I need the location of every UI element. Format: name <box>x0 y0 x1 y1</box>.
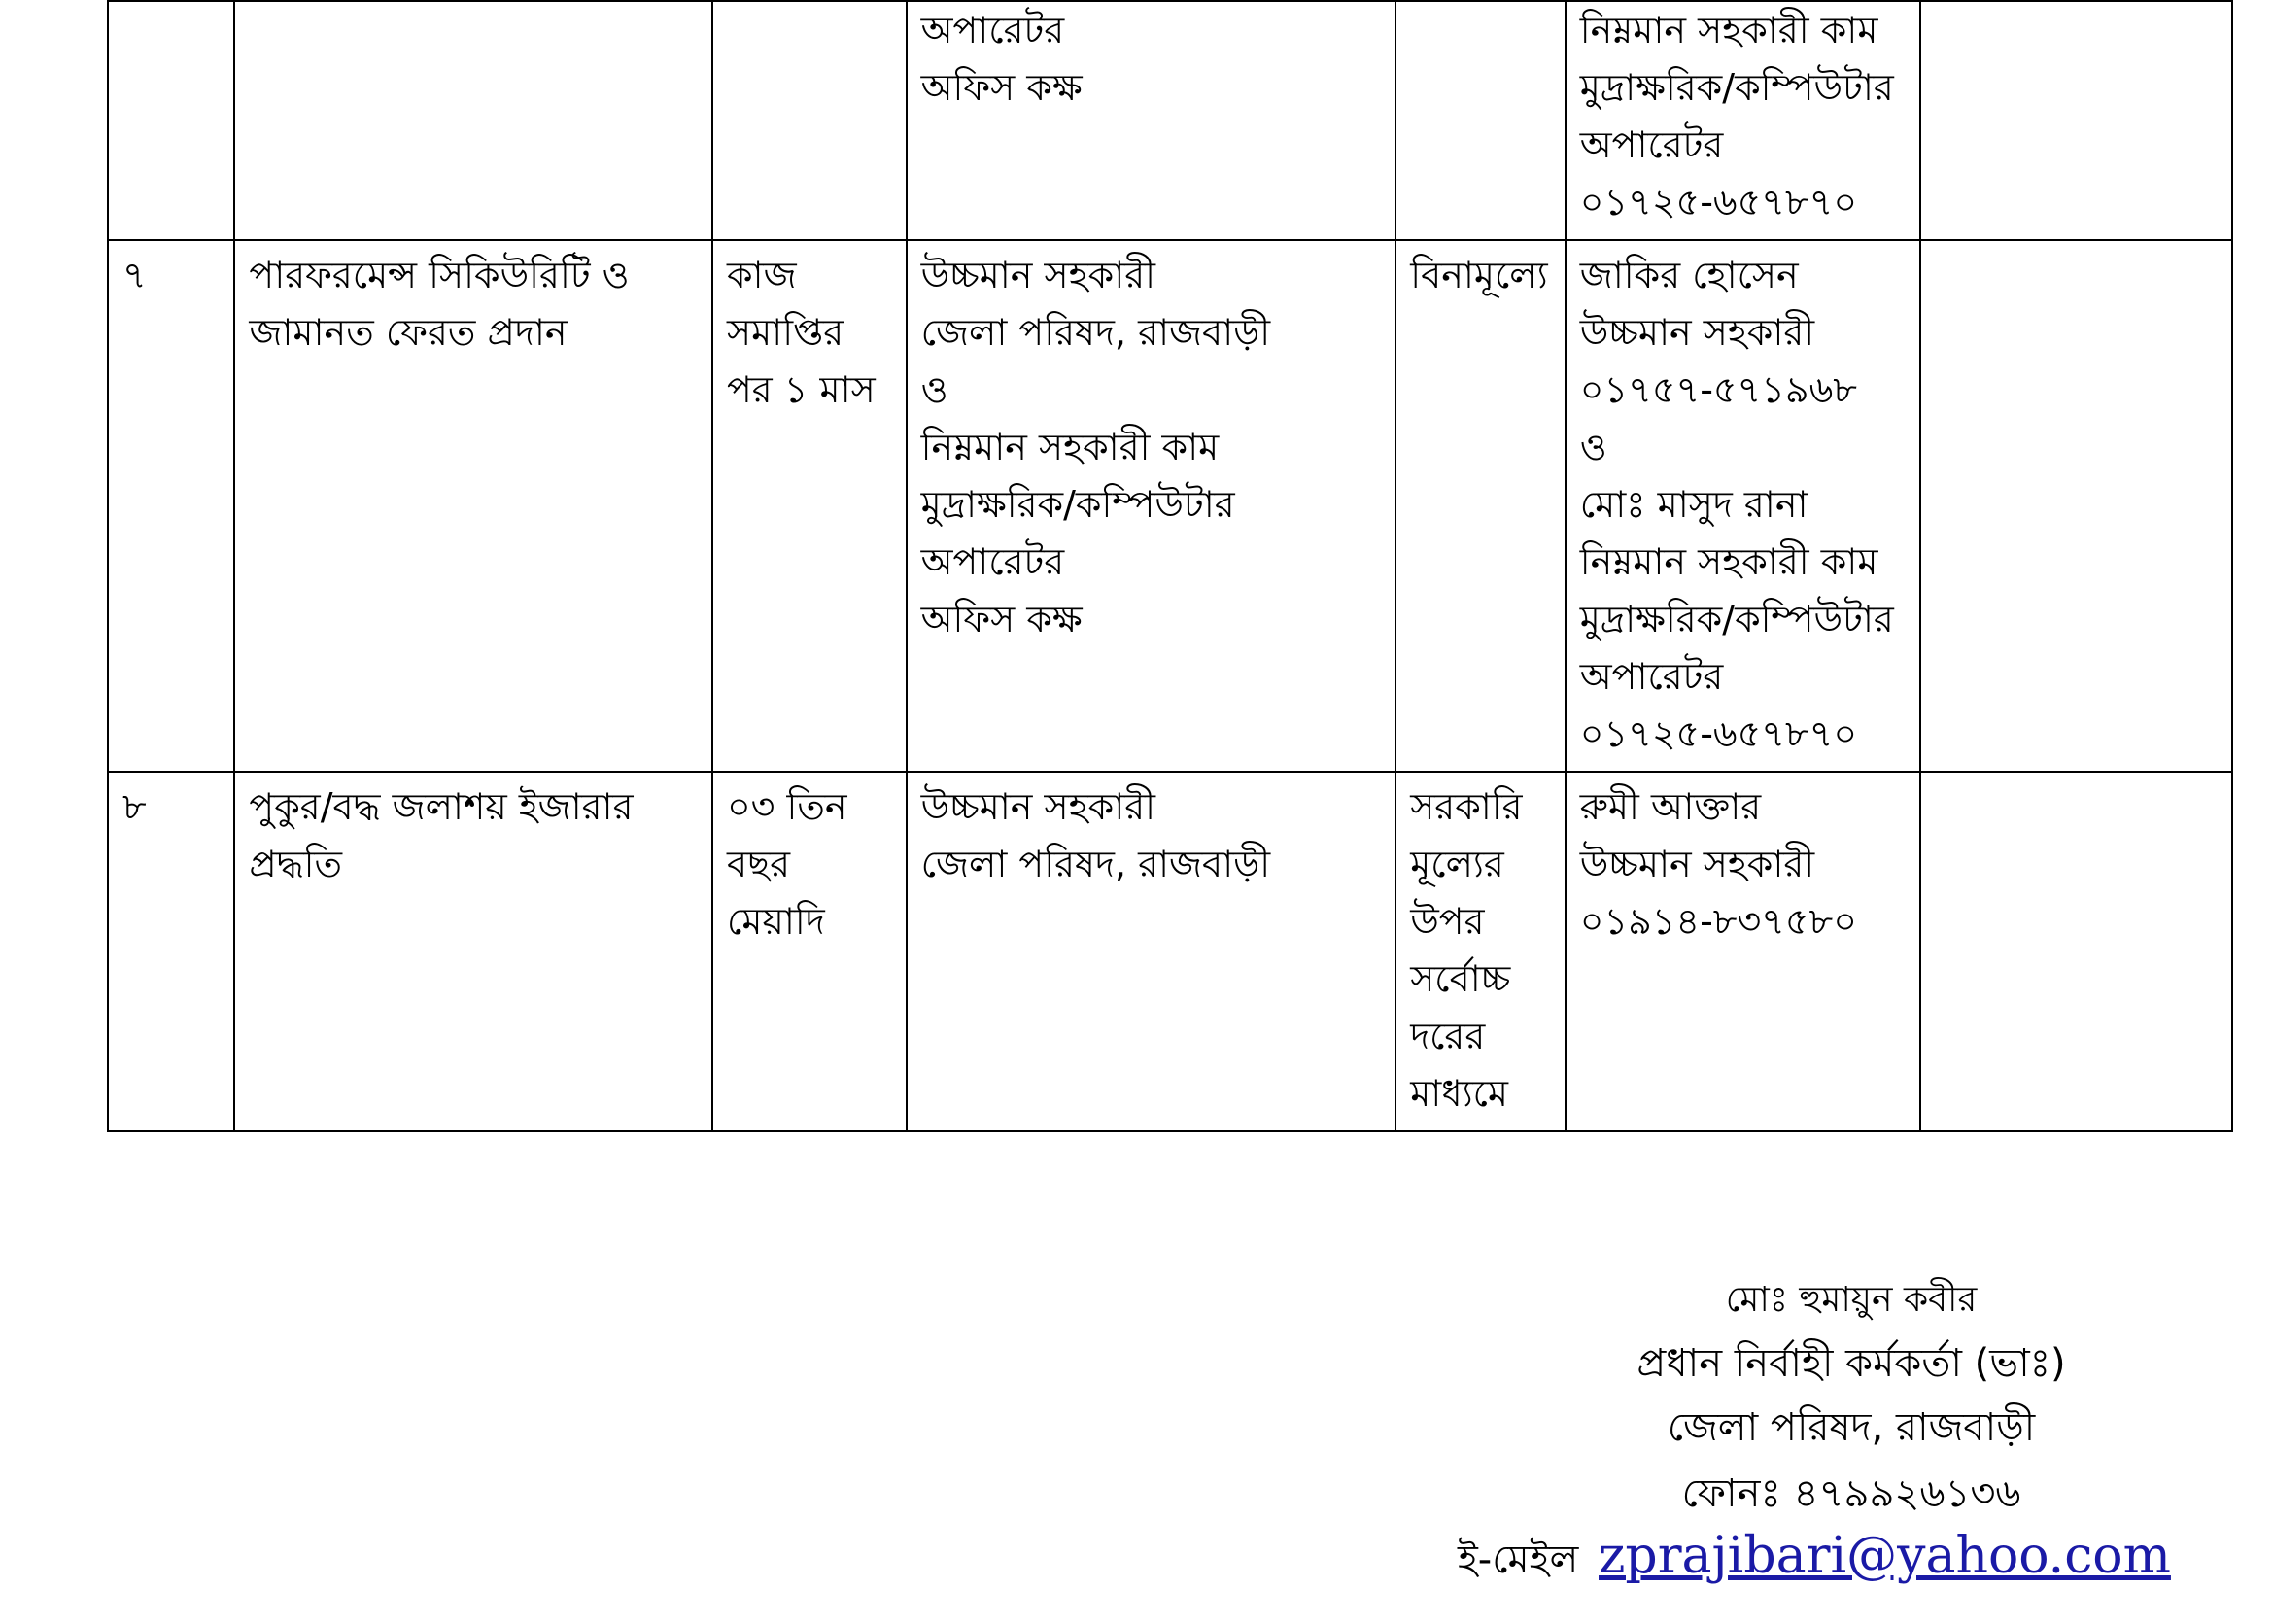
cell-place <box>907 772 1396 1131</box>
cell-cost <box>1395 240 1566 772</box>
cell-line: জেলা পরিষদ, রাজবাড়ী <box>920 843 1271 885</box>
cell-line: ০৩ তিন <box>726 785 847 828</box>
cell-line: উচ্চমান সহকারী <box>920 785 1156 828</box>
cell-line: জেলা পরিষদ, রাজবাড়ী <box>920 311 1271 354</box>
cell-service <box>234 1 712 240</box>
cell-line: মুদ্রাক্ষরিক/কম্পিউটার <box>1579 66 1894 109</box>
cell-line: নিম্নমান সহকারী কাম <box>1579 540 1878 583</box>
cell-time <box>712 772 907 1131</box>
cell-line: অপারেটর <box>920 540 1065 583</box>
cell-line: মেয়াদি <box>726 900 825 943</box>
cell-line: পর ১ মাস <box>726 368 876 411</box>
cell-service <box>234 240 712 772</box>
cell-line: দরের <box>1410 1015 1486 1057</box>
cell-line: ও <box>920 368 948 411</box>
cell-time <box>712 240 907 772</box>
cell-line: ও <box>1579 426 1607 468</box>
cell-time <box>712 1 907 240</box>
cell-line: ০১৭২৫-৬৫৭৮৭০ <box>1579 181 1858 224</box>
cell-remarks <box>1920 1 2232 240</box>
cell-line: মুদ্রাক্ষরিক/কম্পিউটার <box>920 483 1235 526</box>
signatory-title: প্রধান নির্বাহী কর্মকর্তা (ভাঃ) <box>1636 1341 2066 1386</box>
cell-line: জাকির হোসেন <box>1579 254 1799 296</box>
cell-place <box>907 1 1396 240</box>
cell-line: রুমী আক্তার <box>1579 785 1762 828</box>
table-row <box>108 1 2232 240</box>
signatory-office: জেলা পরিষদ, রাজবাড়ী <box>1667 1405 2036 1450</box>
cell-serial: ৭ <box>108 240 234 772</box>
cell-line: ০১৯১৪-৮৩৭৫৮০ <box>1579 900 1857 943</box>
cell-remarks <box>1920 240 2232 772</box>
cell-line: উচ্চমান সহকারী <box>1579 311 1815 354</box>
cell-line: বিনামূল্যে <box>1410 254 1548 296</box>
cell-line: মাধ্যমে <box>1410 1072 1509 1115</box>
cell-serial <box>108 1 234 240</box>
cell-line: সরকারি <box>1410 785 1523 828</box>
cell-line: সর্বোচ্চ <box>1410 957 1511 1000</box>
cell-line: জামানত ফেরত প্রদান <box>249 311 568 354</box>
cell-line: নিম্নমান সহকারী কাম <box>920 426 1220 468</box>
table-row <box>108 772 2232 1131</box>
cell-line: নিম্নমান সহকারী কাম <box>1579 9 1878 52</box>
email-label: ই-মেইল <box>1458 1538 1579 1582</box>
cell-line: ০১৭৫৭-৫৭১৯৬৮ <box>1579 368 1857 411</box>
cell-serial: ৮ <box>108 772 234 1131</box>
cell-line: উচ্চমান সহকারী <box>1579 843 1815 885</box>
signatory-name: মোঃ হুমায়ুন কবীর <box>1725 1280 1978 1320</box>
cell-officer <box>1566 772 1920 1131</box>
cell-line: প্রদ্ধতি <box>249 843 343 885</box>
cell-service <box>234 772 712 1131</box>
cell-cost <box>1395 1 1566 240</box>
cell-place <box>907 240 1396 772</box>
cell-line: ০১৭২৫-৬৫৭৮৭০ <box>1579 712 1858 755</box>
cell-line: মূল্যের <box>1410 843 1504 885</box>
cell-line: অপারেটর <box>920 9 1065 52</box>
cell-officer <box>1566 1 1920 240</box>
cell-line: মোঃ মাসুদ রানা <box>1579 483 1808 526</box>
cell-cost <box>1395 772 1566 1131</box>
cell-remarks <box>1920 772 2232 1131</box>
cell-line: মুদ্রাক্ষরিক/কম্পিউটার <box>1579 598 1894 640</box>
email-link[interactable]: zprajibari@yahoo.com <box>1599 1527 2171 1585</box>
cell-line: অফিস কক্ষ <box>920 598 1083 640</box>
table-body <box>108 1 2232 1131</box>
cell-line: পারফরমেন্স সিকিউরিটি ও <box>249 254 630 296</box>
signatory-phone: ফোনঃ ৪৭৯৯২৬১৩৬ <box>1681 1471 2021 1516</box>
cell-line: কাজ <box>726 254 797 296</box>
cell-line: অপারেটর <box>1579 655 1724 698</box>
cell-line: পুকুর/বদ্ধ জলাশয় ইজারার <box>249 785 634 828</box>
table-row <box>108 240 2232 772</box>
cell-line: অপারেটর <box>1579 123 1724 166</box>
cell-line: অফিস কক্ষ <box>920 66 1083 109</box>
cell-line: বছর <box>726 843 791 885</box>
cell-line: সমাপ্তির <box>726 311 844 354</box>
service-table <box>107 0 2233 1132</box>
cell-line: উপর <box>1410 900 1485 943</box>
signatory-email <box>1458 1522 2171 1594</box>
cell-officer <box>1566 240 1920 772</box>
cell-line: উচ্চমান সহকারী <box>920 254 1156 296</box>
